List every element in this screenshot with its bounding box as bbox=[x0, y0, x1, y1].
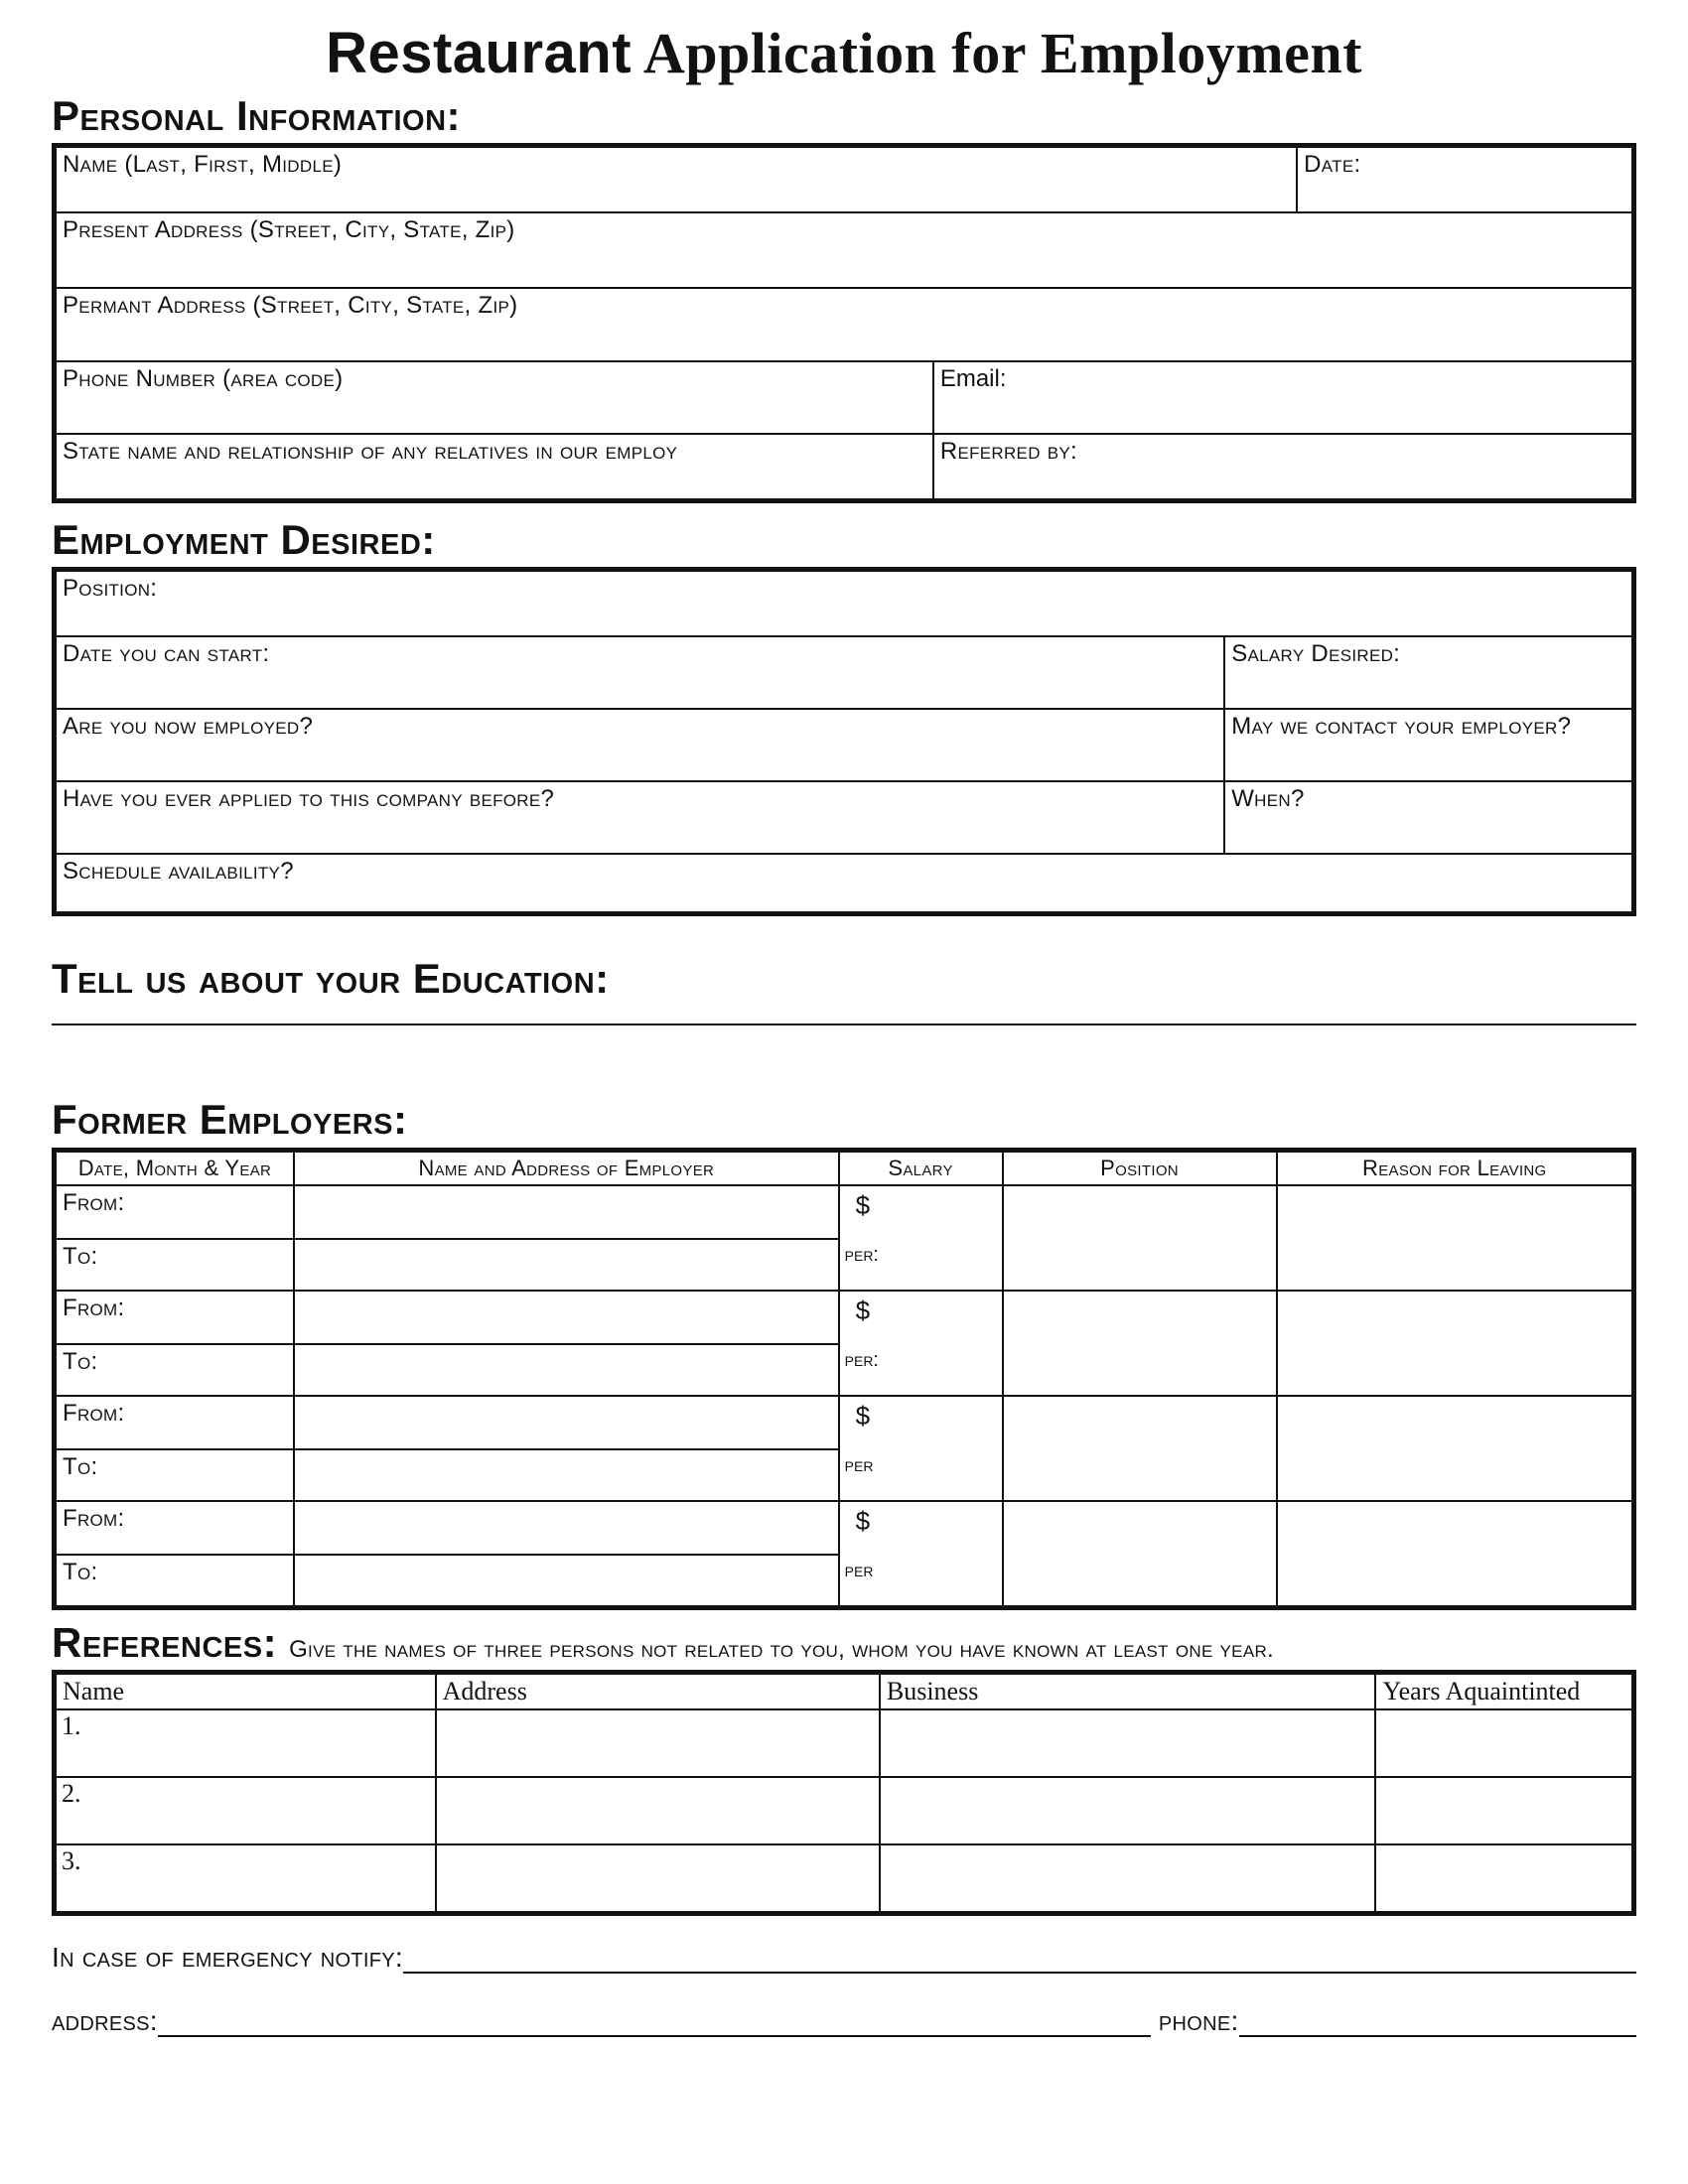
reference-address-field[interactable] bbox=[435, 1845, 879, 1911]
employer-reason-field[interactable] bbox=[1276, 1502, 1631, 1605]
table-row bbox=[57, 572, 1631, 635]
table-row bbox=[57, 148, 1631, 211]
personal-info-heading: Personal Information: bbox=[52, 91, 461, 139]
reference-row bbox=[57, 1843, 1631, 1911]
table-row bbox=[57, 635, 1631, 708]
salary-dollar-sign: $ bbox=[855, 1295, 871, 1325]
referred-by-field[interactable] bbox=[932, 435, 1631, 498]
employer-block bbox=[57, 1290, 1631, 1395]
employer-salary-field[interactable] bbox=[838, 1397, 1002, 1500]
reference-years-field[interactable] bbox=[1374, 1710, 1631, 1776]
salary-desired-field[interactable] bbox=[1223, 637, 1631, 708]
column-header-salary: Salary bbox=[838, 1153, 1002, 1184]
employer-to-field[interactable] bbox=[57, 1238, 293, 1290]
employer-to-field[interactable] bbox=[57, 1448, 293, 1500]
column-header-date: Date, Month & Year bbox=[77, 1155, 272, 1180]
email-label: Email: bbox=[939, 364, 1007, 392]
reference-business-field[interactable] bbox=[879, 1710, 1375, 1776]
position-label: Position: bbox=[63, 575, 158, 603]
name-label: Name (Last, First, Middle) bbox=[63, 150, 343, 178]
to-label: To: bbox=[63, 1242, 98, 1270]
employer-reason-field[interactable] bbox=[1276, 1397, 1631, 1500]
table-row bbox=[57, 211, 1631, 287]
table-row bbox=[57, 853, 1631, 911]
reference-number: 3. bbox=[62, 1845, 81, 1875]
emergency-address-row bbox=[52, 1997, 1636, 2037]
employer-reason-field[interactable] bbox=[1276, 1292, 1631, 1395]
start-date-field[interactable] bbox=[57, 637, 1223, 708]
column-header-reason: Reason for Leaving bbox=[1276, 1153, 1631, 1184]
ref-column-header-business: Business bbox=[879, 1675, 1375, 1708]
email-field[interactable] bbox=[932, 362, 1631, 433]
table-row bbox=[57, 708, 1631, 780]
reference-row bbox=[57, 1776, 1631, 1843]
employer-to-field[interactable] bbox=[57, 1554, 293, 1605]
applied-before-field[interactable] bbox=[57, 782, 1223, 853]
employer-reason-field[interactable] bbox=[1276, 1186, 1631, 1290]
reference-business-field[interactable] bbox=[879, 1845, 1375, 1911]
reference-row bbox=[57, 1710, 1631, 1776]
employer-block bbox=[57, 1500, 1631, 1605]
form-title-application: Application for Employment bbox=[632, 21, 1362, 85]
from-label: From: bbox=[63, 1294, 125, 1321]
employer-position-field[interactable] bbox=[1002, 1292, 1276, 1395]
date-field[interactable] bbox=[1296, 148, 1631, 211]
emergency-phone-line[interactable] bbox=[1239, 2025, 1636, 2037]
to-label: To: bbox=[63, 1347, 98, 1375]
date-label: Date: bbox=[1304, 150, 1361, 178]
employer-address-field[interactable] bbox=[293, 1448, 838, 1500]
from-label: From: bbox=[63, 1188, 125, 1216]
salary-per-label: per bbox=[844, 1559, 874, 1581]
position-field[interactable] bbox=[57, 572, 1631, 635]
permanent-address-label: Permant Address (Street, City, State, Zip) bbox=[63, 291, 518, 319]
emergency-notify-label: In case of emergency notify: bbox=[52, 1941, 403, 1973]
start-date-label: Date you can start: bbox=[63, 640, 270, 668]
referred-by-label: Referred by: bbox=[939, 437, 1077, 465]
reference-number: 2. bbox=[62, 1778, 81, 1808]
reference-years-field[interactable] bbox=[1374, 1845, 1631, 1911]
employer-position-field[interactable] bbox=[1002, 1186, 1276, 1290]
salary-desired-label: Salary Desired: bbox=[1231, 640, 1401, 668]
education-heading: Tell us about your Education: bbox=[52, 955, 610, 1003]
employer-salary-field[interactable] bbox=[838, 1186, 1002, 1290]
now-employed-field[interactable] bbox=[57, 710, 1223, 780]
reference-address-field[interactable] bbox=[435, 1710, 879, 1776]
employer-from-field[interactable] bbox=[57, 1292, 293, 1343]
to-label: To: bbox=[63, 1452, 98, 1480]
references-header-row bbox=[57, 1675, 1631, 1710]
employer-address-field[interactable] bbox=[293, 1554, 838, 1605]
former-employers-heading: Former Employers: bbox=[52, 1096, 408, 1144]
employer-from-field[interactable] bbox=[57, 1397, 293, 1448]
employer-address-field[interactable] bbox=[293, 1397, 838, 1448]
schedule-availability-label: Schedule availability? bbox=[63, 858, 294, 886]
column-header-position: Position bbox=[1002, 1153, 1276, 1184]
now-employed-label: Are you now employed? bbox=[63, 713, 314, 741]
from-label: From: bbox=[63, 1399, 125, 1427]
employer-from-field[interactable] bbox=[57, 1186, 293, 1238]
employer-address-field[interactable] bbox=[293, 1502, 838, 1554]
education-answer-line[interactable] bbox=[52, 1024, 1636, 1025]
references-table bbox=[52, 1670, 1636, 1916]
salary-dollar-sign: $ bbox=[855, 1189, 871, 1220]
to-label: To: bbox=[63, 1558, 98, 1585]
emergency-notify-row bbox=[52, 1934, 1636, 1974]
column-header-employer: Name and Address of Employer bbox=[293, 1153, 838, 1184]
emergency-notify-line[interactable] bbox=[403, 1962, 1636, 1974]
reference-name-field[interactable] bbox=[57, 1710, 435, 1776]
employer-address-field[interactable] bbox=[293, 1238, 838, 1290]
table-row bbox=[57, 287, 1631, 360]
former-employers-table bbox=[52, 1148, 1636, 1610]
employer-from-field[interactable] bbox=[57, 1502, 293, 1554]
relatives-label: State name and relationship of any relatives in our employ bbox=[63, 437, 678, 465]
name-field[interactable] bbox=[57, 148, 1296, 211]
when-field[interactable] bbox=[1223, 782, 1631, 853]
present-address-label: Present Address (Street, City, State, Zip) bbox=[63, 215, 515, 243]
ref-column-header-address: Address bbox=[435, 1675, 879, 1708]
phone-number-label: Phone Number (area code) bbox=[63, 364, 344, 392]
applied-before-label: Have you ever applied to this company before? bbox=[63, 785, 555, 813]
table-row bbox=[57, 780, 1631, 853]
reference-address-field[interactable] bbox=[435, 1778, 879, 1843]
reference-name-field[interactable] bbox=[57, 1778, 435, 1843]
employer-block bbox=[57, 1395, 1631, 1500]
permanent-address-field[interactable] bbox=[57, 289, 1631, 360]
employer-block bbox=[57, 1186, 1631, 1290]
phone-number-field[interactable] bbox=[57, 362, 932, 433]
table-row bbox=[57, 433, 1631, 498]
schedule-availability-field[interactable] bbox=[57, 855, 1631, 911]
reference-number: 1. bbox=[62, 1710, 81, 1740]
ref-column-header-years: Years Aquaintinted bbox=[1374, 1675, 1631, 1708]
employers-header-row bbox=[57, 1153, 1631, 1186]
relatives-field[interactable] bbox=[57, 435, 932, 498]
employer-address-field[interactable] bbox=[293, 1292, 838, 1343]
ref-column-header-name: Name bbox=[63, 1676, 125, 1706]
salary-per-label: per: bbox=[844, 1243, 879, 1266]
emergency-address-label: address: bbox=[52, 2004, 158, 2036]
reference-business-field[interactable] bbox=[879, 1778, 1375, 1843]
employer-position-field[interactable] bbox=[1002, 1502, 1276, 1605]
table-row bbox=[57, 360, 1631, 433]
salary-dollar-sign: $ bbox=[855, 1400, 871, 1431]
references-heading-row bbox=[52, 1620, 1636, 1666]
employer-position-field[interactable] bbox=[1002, 1397, 1276, 1500]
employer-address-field[interactable] bbox=[293, 1186, 838, 1238]
references-instruction: Give the names of three persons not related to you, whom you have known at least one year. bbox=[289, 1635, 1275, 1663]
contact-employer-field[interactable] bbox=[1223, 710, 1631, 780]
employment-application-form bbox=[52, 0, 1636, 2037]
form-title bbox=[52, 22, 1636, 85]
from-label: From: bbox=[63, 1504, 125, 1532]
employer-salary-field[interactable] bbox=[838, 1502, 1002, 1605]
contact-employer-label: May we contact your employer? bbox=[1231, 713, 1572, 741]
personal-info-table bbox=[52, 143, 1636, 503]
employer-salary-field[interactable] bbox=[838, 1292, 1002, 1395]
emergency-address-line[interactable] bbox=[158, 2025, 1151, 2037]
form-title-restaurant: Restaurant bbox=[326, 21, 633, 85]
salary-per-label: per: bbox=[844, 1348, 879, 1371]
references-heading: References: bbox=[52, 1618, 278, 1666]
salary-dollar-sign: $ bbox=[855, 1505, 871, 1536]
employment-desired-table bbox=[52, 567, 1636, 916]
reference-name-field[interactable] bbox=[57, 1845, 435, 1911]
employment-desired-heading: Employment Desired: bbox=[52, 515, 436, 563]
when-label: When? bbox=[1231, 785, 1305, 813]
employer-to-field[interactable] bbox=[57, 1343, 293, 1395]
emergency-phone-label: phone: bbox=[1158, 2004, 1239, 2036]
salary-per-label: per bbox=[844, 1453, 874, 1476]
reference-years-field[interactable] bbox=[1374, 1778, 1631, 1843]
present-address-field[interactable] bbox=[57, 213, 1631, 287]
employer-address-field[interactable] bbox=[293, 1343, 838, 1395]
